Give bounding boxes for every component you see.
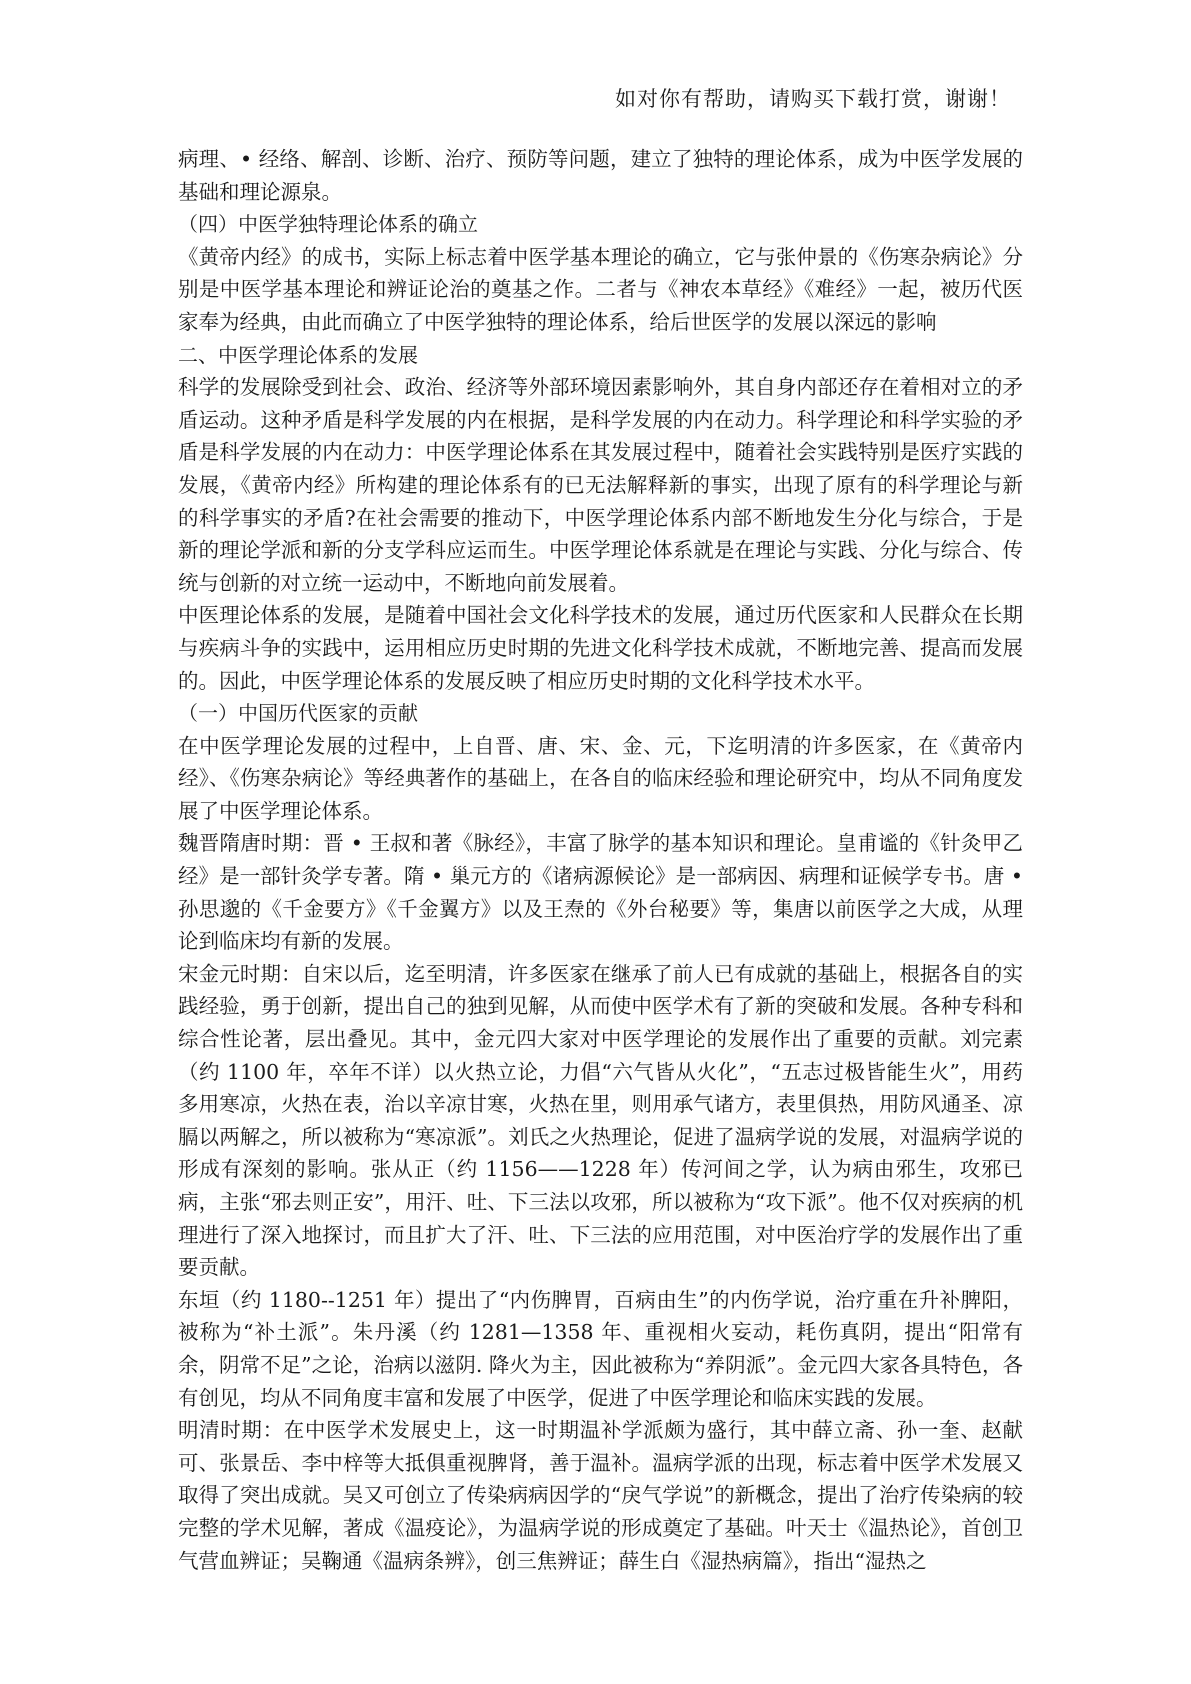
header-note: 如对你有帮助，请购买下载打赏，谢谢！ [615, 87, 1011, 111]
section-heading: （一）中国历代医家的贡献 [178, 701, 418, 726]
section-heading: 二、中医学理论体系的发展 [178, 342, 418, 367]
paragraph: 中医理论体系的发展，是随着中国社会文化科学技术的发展，通过历代医家和人民群众在长期与疾病斗争的实践中，运用相应历史时期的先进文化科学技术成就，不断地完善、提高而发展的。因此，中医学理论体系的发展反映了相应历史时期的文化科学技术水平。 [178, 603, 1023, 693]
paragraph: 在中医学理论发展的过程中，上自晋、唐、宋、金、元，下迄明清的许多医家，在《黄帝内经》、《伤寒杂病论》等经典著作的基础上，在各自的临床经验和理论研究中，均从不同角度发展了中医学理论体系。 [178, 733, 1023, 823]
document-body [178, 143, 1023, 1577]
paragraph: 东垣（约 1180--1251 年）提出了“内伤脾胃，百病由生”的内伤学说，治疗重在升补脾阳，被称为“补土派”。朱丹溪（约 1281—1358 年、重视相火妄动，耗伤真阴，提出“阳常有余，阴常不足”之论，治病以滋阴. 降火为主，因此被称为“养阴派”。金元四大家各具特色，各有创见，均从不同角度丰富和发展了中医学，促进了中医学理论和临床实践的发展。 [178, 1287, 1023, 1410]
paragraph: 《黄帝内经》的成书，实际上标志着中医学基本理论的确立，它与张仲景的《伤寒杂病论》分别是中医学基本理论和辨证论治的奠基之作。二者与《神农本草经》《难经》一起，被历代医家奉为经典，由此而确立了中医学独特的理论体系，给后世医学的发展以深远的影响 [178, 244, 1023, 334]
paragraph: 科学的发展除受到社会、政治、经济等外部环境因素影响外，其自身内部还存在着相对立的矛盾运动。这种矛盾是科学发展的内在根据，是科学发展的内在动力。科学理论和科学实验的矛盾是科学发展的内在动力：中医学理论体系在其发展过程中，随着社会实践特别是医疗实践的发展，《黄帝内经》所构建的理论体系有的已无法解释新的事实，出现了原有的科学理论与新的科学事实的矛盾?在社会需要的推动下，中医学理论体系内部不断地发生分化与综合，于是新的理论学派和新的分支学科应运而生。中医学理论体系就是在理论与实践、分化与综合、传统与创新的对立统一运动中，不断地向前发展着。 [178, 375, 1023, 595]
paragraph: 明清时期：在中医学术发展史上，这一时期温补学派颇为盛行，其中薛立斋、孙一奎、赵献可、张景岳、李中梓等大抵俱重视脾肾，善于温补。温病学派的出现，标志着中医学术发展又取得了突出成就。吴又可创立了传染病病因学的“戾气学说”的新概念，提出了治疗传染病的较完整的学术见解，著成《温疫论》，为温病学说的形成奠定了基础。叶天士《温热论》，首创卫气营血辨证；吴鞠通《温病条辨》，创三焦辨证；薛生白《湿热病篇》，指出“湿热之 [178, 1418, 1023, 1573]
paragraph: 魏晋隋唐时期：晋 • 王叔和著《脉经》，丰富了脉学的基本知识和理论。皇甫谧的《针灸甲乙经》是一部针灸学专著。隋 • 巢元方的《诸病源候论》是一部病因、病理和证候学专书。唐 • 孙思邈的《千金要方》《千金翼方》以及王焘的《外台秘要》等，集唐以前医学之大成，从理论到临床均有新的发展。 [178, 831, 1023, 954]
paragraph: 宋金元时期：自宋以后，迄至明清，许多医家在继承了前人已有成就的基础上，根据各自的实践经验，勇于创新，提出自己的独到见解，从而使中医学术有了新的突破和发展。各种专科和综合性论著，层出叠见。其中，金元四大家对中医学理论的发展作出了重要的贡献。刘完素（约 1100 年，卒年不详）以火热立论，力倡“六气皆从火化”，“五志过极皆能生火”，用药多用寒凉，火热在表，治以辛凉甘寒，火热在里，则用承气诸方，表里俱热，用防风通圣、凉膈以两解之，所以被称为“寒凉派”。刘氏之火热理论，促进了温病学说的发展，对温病学说的形成有深刻的影响。张从正（约 1156——1228 年）传河间之学，认为病由邪生，攻邪已病，主张“邪去则正安”，用汗、吐、下三法以攻邪，所以被称为“攻下派”。他不仅对疾病的机理进行了深入地探讨，而且扩大了汗、吐、下三法的应用范围，对中医治疗学的发展作出了重要贡献。 [178, 961, 1023, 1280]
paragraph: 病理、• 经络、解剖、诊断、治疗、预防等问题，建立了独特的理论体系，成为中医学发展的基础和理论源泉。 [178, 147, 1023, 204]
section-heading: （四）中医学独特理论体系的确立 [178, 212, 478, 237]
